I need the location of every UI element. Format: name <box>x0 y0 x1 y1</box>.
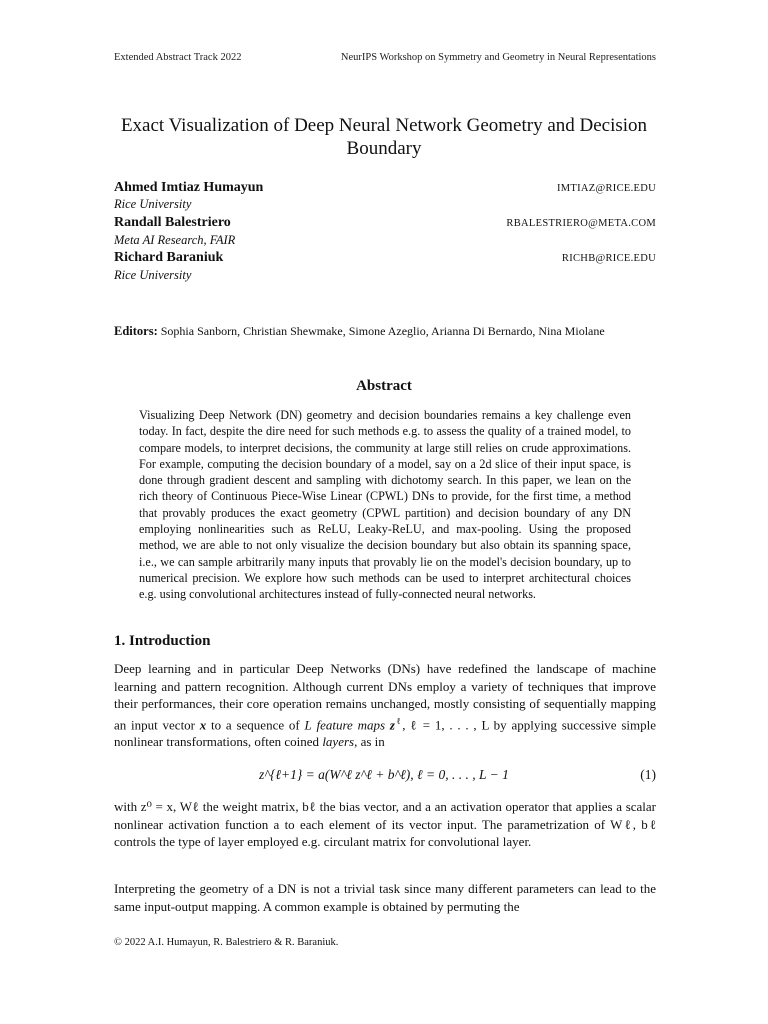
copyright-footer: © 2022 A.I. Humayun, R. Balestriero & R. Baraniuk. <box>114 937 339 948</box>
author-name: Richard Baraniuk <box>114 250 224 265</box>
text-run: , ℓ = 1, . . . , L by applying successive simple nonlinear transformations, often coined <box>114 716 657 750</box>
math-z: z <box>385 716 395 732</box>
math-L: L <box>304 716 312 732</box>
author-affiliation: Meta AI Research, FAIR <box>114 233 236 247</box>
author-email: IMTIAZ@RICE.EDU <box>556 183 656 194</box>
text-run: , as in <box>354 734 385 750</box>
author-name: Randall Balestriero <box>114 215 231 230</box>
equation-body: z^{ℓ+1} = a(W^ℓ z^ℓ + b^ℓ), ℓ = 0, . . . , L − 1 <box>259 767 509 782</box>
author-email: RICHB@RICE.EDU <box>561 253 656 264</box>
math-x: x <box>199 716 207 732</box>
equation-number: (1) <box>640 767 656 782</box>
equation-1 <box>114 765 656 789</box>
feature-maps-term: feature maps <box>316 716 386 732</box>
editors-names: Sophia Sanborn, Christian Shewmake, Simone Azeglio, Arianna Di Bernardo, Nina Miolane <box>160 324 605 338</box>
text-run: Deep learning and in particular Deep Networks (DNs) have redefined the landscape of machine learning and pattern recognition. Although current DNs employ a variety of techniques that improve their performances, their core operation remains unchanged, mostly consisting of sequentially mapping an input vector <box>114 661 656 732</box>
paper-title: Exact Visualization of Deep Neural Network Geometry and Decision Boundary <box>120 115 648 159</box>
intro-paragraph-2: with z⁰ = x, Wℓ the weight matrix, bℓ the bias vector, and a an activation operator that applies a scalar nonlinear activation function a to each element of its vector input. The parametrization of Wℓ, bℓ controls the type of layer employed e.g. circulant matrix for convolutional layer. <box>114 799 656 849</box>
text-run: to a sequence of <box>206 716 305 732</box>
section-heading: 1. Introduction <box>114 633 211 649</box>
abstract-heading: Abstract <box>356 378 412 394</box>
intro-paragraph-1: Deep learning and in particular Deep Networks (DNs) have redefined the landscape of machine learning and pattern recognition. Although current DNs employ a variety of techniques that improve their performances, their core operation remains unchanged, mostly consisting of sequentially mapping an input vector x to a sequence of L feature maps $z^\ell$, ℓ = 1, . . . , L by applying successive simple nonlinear transformations, often coined layers, as in <box>114 661 657 750</box>
editors-label: Editors: <box>114 324 158 338</box>
intro-paragraph-3: Interpreting the geometry of a DN is not a trivial task since many different parameters can lead to the same input-output mapping. A common example is obtained by permuting the <box>114 881 656 914</box>
author-affiliation: Rice University <box>114 197 192 211</box>
author-affiliation: Rice University <box>114 268 192 282</box>
running-header-left: Extended Abstract Track 2022 <box>114 52 242 63</box>
author-name: Ahmed Imtiaz Humayun <box>114 180 264 195</box>
abstract-text: Visualizing Deep Network (DN) geometry and decision boundaries remains a key challenge even today. In fact, despite the dire need for such methods e.g. to assess the quality of a trained model, to compare models, to interpret decisions, the community at large still relies on crude approximations. For example, computing the decision boundary of a model, say on a 2d slice of their input space, is done through gradient descent and sampling with dichotomy search. In this paper, we lean on the rich theory of Continuous Piece-Wise Linear (CPWL) DNs to provide, for the first time, a method that provably produces the exact geometry (CPWL partition) and decision boundary of any DN employing nonlinearities such as ReLU, Leaky-ReLU, and max-pooling. Using the proposed method, we are able to not only visualize the decision boundary but also obtain its spanning space, i.e., we can sample arbitrarily many inputs that provably lie on the model's decision boundary, up to numerical precision. We explore how such methods can be used to interpret architectural choices e.g. using convolutional architectures instead of fully-connected neural networks. <box>139 408 631 602</box>
editors-line <box>114 324 605 339</box>
running-header-right: NeurIPS Workshop on Symmetry and Geometry in Neural Representations <box>340 52 656 63</box>
layers-term: layers <box>322 734 355 750</box>
author-email: RBALESTRIERO@META.COM <box>506 218 656 229</box>
